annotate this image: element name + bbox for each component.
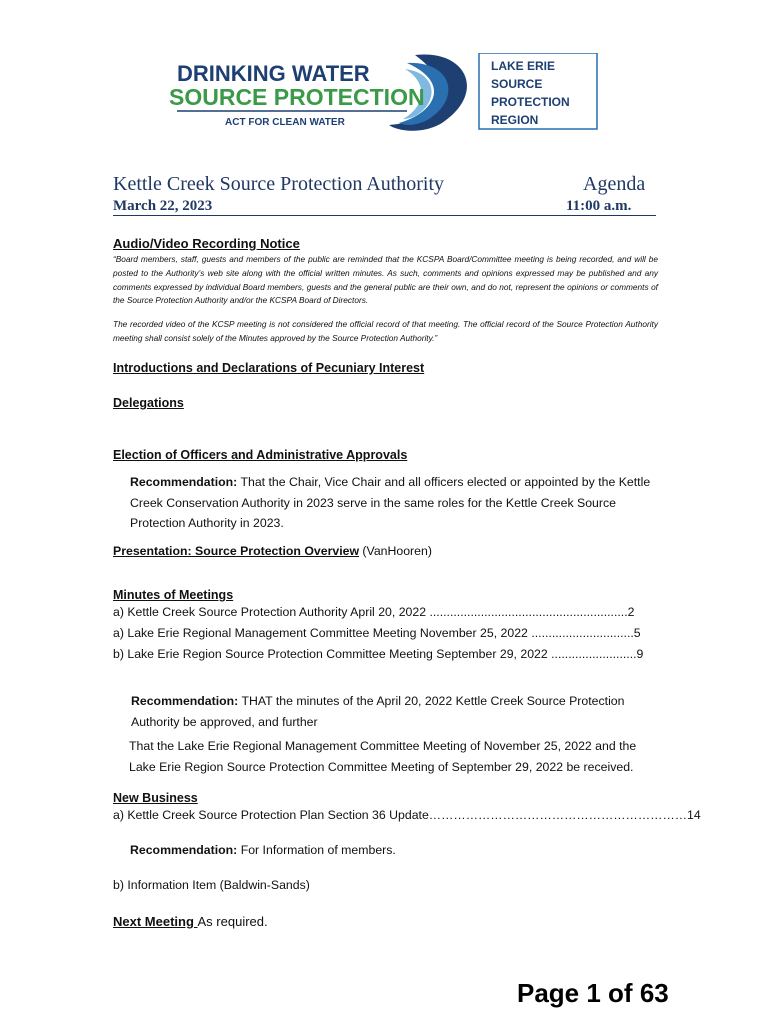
new-business-item-a: a) Kettle Creek Source Protection Plan Section 36 Update………………………………………………………14 <box>113 808 701 822</box>
logo-line2: SOURCE PROTECTION <box>169 84 425 110</box>
election-recommendation <box>130 472 660 534</box>
region-line4: REGION <box>491 113 539 127</box>
minutes-recommendation <box>131 691 651 732</box>
logo-tagline: ACT FOR CLEAN WATER <box>225 117 345 128</box>
minutes-recommendation-continued: That the Lake Erie Regional Management Committee Meeting of November 25, 2022 and the Lake Erie Region Source Protection Committee Meeting of September 29, 2022 be received. <box>129 739 637 774</box>
document-type: Agenda <box>583 173 646 195</box>
minutes-item: a) Kettle Creek Source Protection Authority April 20, 2022 ..........................................................2 <box>113 605 635 619</box>
source-protection-logo <box>167 53 599 131</box>
minutes-item: b) Lake Erie Region Source Protection Committee Meeting September 29, 2022 .........................9 <box>113 647 644 661</box>
recommendation-label: Recommendation: <box>130 475 238 489</box>
recommendation-text: That the Chair, Vice Chair and all officers elected or appointed by the Kettle Creek Conservation Authority in 2023 serve in the same roles for the Kettle Creek Source Protection Authority in 2023. <box>130 475 651 530</box>
logo-line1: DRINKING WATER <box>177 61 370 86</box>
presentation-heading: Presentation: Source Protection Overview <box>113 544 360 558</box>
intro-heading: Introductions and Declarations of Pecuniary Interest <box>113 361 425 375</box>
new-business-recommendation <box>130 843 396 857</box>
recommendation-text: For Information of members. <box>237 843 396 857</box>
next-meeting-text: As required. <box>197 914 268 929</box>
header-rule <box>113 215 656 216</box>
election-heading: Election of Officers and Administrative Approvals <box>113 448 408 462</box>
meeting-date: March 22, 2023 <box>113 198 213 214</box>
recommendation-label: Recommendation: <box>131 694 239 708</box>
delegations-heading: Delegations <box>113 396 184 410</box>
presentation-line <box>113 544 432 558</box>
minutes-item: a) Lake Erie Regional Management Committee Meeting November 25, 2022 ..............................5 <box>113 626 641 640</box>
region-line2: SOURCE <box>491 77 543 91</box>
meeting-time: 11:00 a.m. <box>566 198 632 214</box>
recommendation-text: THAT the minutes of the April 20, 2022 Kettle Creek Source Protection Authority be approved, and further <box>131 694 625 729</box>
presentation-presenter: (VanHooren) <box>359 544 432 558</box>
next-meeting-heading: Next Meeting <box>113 914 198 929</box>
logo <box>167 53 599 131</box>
page-number: Page 1 of 63 <box>517 978 669 1008</box>
minutes-heading: Minutes of Meetings <box>113 588 234 602</box>
recommendation-label: Recommendation: <box>130 843 238 857</box>
recording-notice-heading: Audio/Video Recording Notice <box>113 236 300 251</box>
region-line1: LAKE ERIE <box>491 59 556 73</box>
recording-notice-paragraph-2: The recorded video of the KCSP meeting is not considered the official record of that meeting. The official record of the Source Protection Authority meeting shall consist solely of the Minutes approved by the Source Protection Authority.” <box>113 319 658 343</box>
region-line3: PROTECTION <box>491 95 570 109</box>
new-business-item-b: b) Information Item (Baldwin-Sands) <box>113 878 310 892</box>
organization-title: Kettle Creek Source Protection Authority <box>113 173 445 195</box>
recording-notice-paragraph-1: “Board members, staff, guests and members of the public are reminded that the KCSPA Board/Committee meeting is being recorded, and will be posted to the Authority’s web site along with the official written minutes. As such, comments and opinions expressed may be published and any comments expressed by individual Board members, guests and the general public are their own, and do not, represent the opinions or comments of the Source Protection Authority and/or the KCSPA Board of Directors. <box>113 254 658 306</box>
next-meeting-line <box>113 914 268 929</box>
new-business-heading: New Business <box>113 791 198 805</box>
